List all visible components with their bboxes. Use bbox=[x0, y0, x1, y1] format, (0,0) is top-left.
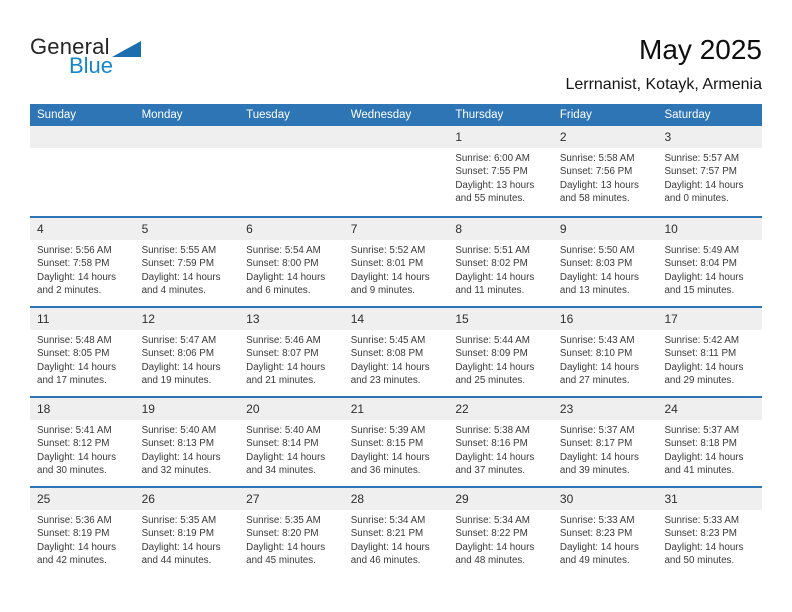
daylight-minutes-text: and 50 minutes. bbox=[664, 554, 735, 566]
daylight-hours-text: Daylight: 14 hours bbox=[141, 541, 221, 553]
sunrise-text: Sunrise: 5:34 AM bbox=[455, 515, 530, 526]
day-info bbox=[657, 510, 762, 567]
sunset-text: Sunset: 7:59 PM bbox=[141, 258, 215, 270]
weekday-header-thursday: Thursday bbox=[455, 109, 504, 121]
sunrise-text: Sunrise: 5:57 AM bbox=[664, 153, 740, 164]
day-info bbox=[30, 420, 135, 477]
day-number: 29 bbox=[448, 488, 553, 510]
day-number: 14 bbox=[344, 308, 449, 330]
page-title: May 2025 bbox=[639, 34, 762, 65]
sunrise-text: Sunrise: 5:43 AM bbox=[559, 335, 635, 346]
daylight-hours-text: Daylight: 14 hours bbox=[350, 451, 430, 463]
daylight-minutes-text: and 41 minutes. bbox=[664, 464, 735, 476]
day-cell-empty bbox=[344, 126, 449, 216]
day-number: 17 bbox=[657, 308, 762, 330]
daylight-minutes-text: and 4 minutes. bbox=[141, 284, 206, 296]
daylight-hours-text: Daylight: 14 hours bbox=[141, 271, 221, 283]
daylight-minutes-text: and 44 minutes. bbox=[141, 554, 212, 566]
day-cell-2 bbox=[553, 126, 658, 216]
sunset-text: Sunset: 8:17 PM bbox=[559, 438, 633, 450]
sunset-text: Sunset: 8:06 PM bbox=[141, 348, 215, 360]
day-info bbox=[553, 240, 658, 297]
sunset-text: Sunset: 8:05 PM bbox=[37, 348, 110, 360]
logo-triangle-icon bbox=[112, 41, 141, 57]
day-number: 28 bbox=[344, 488, 449, 510]
day-cell-6 bbox=[239, 218, 344, 306]
sunrise-text: Sunrise: 5:35 AM bbox=[246, 515, 321, 526]
day-number: 19 bbox=[135, 398, 240, 420]
day-info bbox=[30, 330, 135, 387]
day-cell-9 bbox=[553, 218, 658, 306]
day-number: 11 bbox=[30, 308, 135, 330]
daylight-hours-text: Daylight: 14 hours bbox=[559, 541, 639, 553]
daylight-hours-text: Daylight: 14 hours bbox=[664, 271, 744, 283]
daylight-hours-text: Daylight: 14 hours bbox=[350, 361, 430, 373]
sunset-text: Sunset: 8:07 PM bbox=[246, 348, 319, 360]
day-cell-26 bbox=[135, 488, 240, 576]
sunrise-text: Sunrise: 5:47 AM bbox=[141, 335, 217, 346]
day-info bbox=[239, 510, 344, 567]
sunset-text: Sunset: 7:55 PM bbox=[455, 166, 528, 178]
sunset-text: Sunset: 8:10 PM bbox=[559, 348, 633, 360]
daylight-hours-text: Daylight: 14 hours bbox=[246, 361, 326, 373]
sunrise-text: Sunrise: 5:37 AM bbox=[664, 425, 740, 436]
day-cell-14 bbox=[344, 308, 449, 396]
daylight-hours-text: Daylight: 14 hours bbox=[664, 541, 744, 553]
day-cell-21 bbox=[344, 398, 449, 486]
sunset-text: Sunset: 8:23 PM bbox=[664, 528, 737, 540]
day-info bbox=[657, 330, 762, 387]
day-cell-28 bbox=[344, 488, 449, 576]
daylight-minutes-text: and 48 minutes. bbox=[455, 554, 526, 566]
sunrise-text: Sunrise: 5:36 AM bbox=[37, 515, 112, 526]
daylight-hours-text: Daylight: 14 hours bbox=[559, 271, 639, 283]
daylight-minutes-text: and 6 minutes. bbox=[246, 284, 311, 296]
sunset-text: Sunset: 7:57 PM bbox=[664, 166, 737, 178]
daylight-hours-text: Daylight: 14 hours bbox=[455, 451, 535, 463]
sunrise-text: Sunrise: 5:49 AM bbox=[664, 245, 740, 256]
day-info bbox=[553, 420, 658, 477]
sunset-text: Sunset: 7:58 PM bbox=[37, 258, 110, 270]
sunset-text: Sunset: 8:02 PM bbox=[455, 258, 528, 270]
day-cell-10 bbox=[657, 218, 762, 306]
sunrise-text: Sunrise: 5:40 AM bbox=[246, 425, 321, 436]
daylight-hours-text: Daylight: 14 hours bbox=[141, 361, 221, 373]
daylight-minutes-text: and 29 minutes. bbox=[664, 374, 735, 386]
daylight-minutes-text: and 2 minutes. bbox=[37, 284, 102, 296]
day-cell-8 bbox=[448, 218, 553, 306]
day-number: 30 bbox=[553, 488, 658, 510]
weekday-header-saturday: Saturday bbox=[664, 109, 711, 121]
sunrise-text: Sunrise: 5:56 AM bbox=[37, 245, 112, 256]
week-row bbox=[30, 306, 762, 396]
sunset-text: Sunset: 8:19 PM bbox=[141, 528, 215, 540]
sunrise-text: Sunrise: 5:51 AM bbox=[455, 245, 530, 256]
day-number: 13 bbox=[239, 308, 344, 330]
sunset-text: Sunset: 8:18 PM bbox=[664, 438, 737, 450]
day-cell-empty bbox=[135, 126, 240, 216]
sunset-text: Sunset: 8:00 PM bbox=[246, 258, 319, 270]
week-row bbox=[30, 126, 762, 216]
sunrise-text: Sunrise: 5:50 AM bbox=[559, 245, 635, 256]
day-cell-empty bbox=[239, 126, 344, 216]
daylight-hours-text: Daylight: 14 hours bbox=[455, 361, 535, 373]
day-info bbox=[553, 510, 658, 567]
daylight-minutes-text: and 37 minutes. bbox=[455, 464, 526, 476]
daylight-minutes-text: and 36 minutes. bbox=[350, 464, 421, 476]
sunset-text: Sunset: 8:20 PM bbox=[246, 528, 319, 540]
sunset-text: Sunset: 8:01 PM bbox=[350, 258, 424, 270]
day-number: 15 bbox=[448, 308, 553, 330]
day-info bbox=[239, 330, 344, 387]
day-number: 16 bbox=[553, 308, 658, 330]
daylight-minutes-text: and 39 minutes. bbox=[559, 464, 630, 476]
weekday-header-tuesday: Tuesday bbox=[246, 109, 290, 121]
day-number bbox=[135, 126, 240, 148]
weekday-header-friday: Friday bbox=[559, 109, 592, 121]
daylight-minutes-text: and 23 minutes. bbox=[350, 374, 421, 386]
daylight-minutes-text: and 55 minutes. bbox=[455, 192, 526, 204]
weekday-header-sunday: Sunday bbox=[37, 109, 77, 121]
daylight-hours-text: Daylight: 14 hours bbox=[37, 271, 116, 283]
general-blue-logo bbox=[30, 36, 141, 77]
day-info bbox=[448, 240, 553, 297]
day-number: 22 bbox=[448, 398, 553, 420]
day-cell-18 bbox=[30, 398, 135, 486]
day-info bbox=[344, 510, 449, 567]
day-number: 12 bbox=[135, 308, 240, 330]
day-info bbox=[135, 420, 240, 477]
daylight-hours-text: Daylight: 13 hours bbox=[455, 179, 535, 191]
sunrise-text: Sunrise: 5:46 AM bbox=[246, 335, 321, 346]
day-number: 1 bbox=[448, 126, 553, 148]
day-info bbox=[657, 420, 762, 477]
sunrise-text: Sunrise: 5:39 AM bbox=[350, 425, 426, 436]
week-row bbox=[30, 216, 762, 306]
week-row bbox=[30, 486, 762, 576]
day-number bbox=[239, 126, 344, 148]
day-info bbox=[30, 240, 135, 297]
sunrise-text: Sunrise: 5:58 AM bbox=[559, 153, 635, 164]
day-number: 3 bbox=[657, 126, 762, 148]
sunrise-text: Sunrise: 5:38 AM bbox=[455, 425, 530, 436]
sunrise-text: Sunrise: 5:45 AM bbox=[350, 335, 426, 346]
day-info bbox=[344, 420, 449, 477]
sunset-text: Sunset: 7:56 PM bbox=[559, 166, 633, 178]
sunset-text: Sunset: 8:03 PM bbox=[559, 258, 633, 270]
daylight-hours-text: Daylight: 14 hours bbox=[350, 541, 430, 553]
day-cell-17 bbox=[657, 308, 762, 396]
daylight-minutes-text: and 42 minutes. bbox=[37, 554, 107, 566]
day-number: 27 bbox=[239, 488, 344, 510]
sunset-text: Sunset: 8:15 PM bbox=[350, 438, 424, 450]
sunset-text: Sunset: 8:16 PM bbox=[455, 438, 528, 450]
day-number: 26 bbox=[135, 488, 240, 510]
day-info bbox=[30, 510, 135, 567]
calendar-grid bbox=[30, 126, 762, 576]
day-cell-3 bbox=[657, 126, 762, 216]
day-number: 25 bbox=[30, 488, 135, 510]
sunset-text: Sunset: 8:19 PM bbox=[37, 528, 110, 540]
day-info bbox=[239, 420, 344, 477]
day-number: 4 bbox=[30, 218, 135, 240]
daylight-hours-text: Daylight: 14 hours bbox=[37, 361, 116, 373]
weekday-header-row bbox=[30, 104, 762, 126]
daylight-minutes-text: and 19 minutes. bbox=[141, 374, 212, 386]
day-number: 31 bbox=[657, 488, 762, 510]
day-number: 21 bbox=[344, 398, 449, 420]
sunset-text: Sunset: 8:11 PM bbox=[664, 348, 737, 360]
day-number: 20 bbox=[239, 398, 344, 420]
day-info bbox=[30, 148, 135, 152]
daylight-minutes-text: and 0 minutes. bbox=[664, 192, 729, 204]
day-number: 7 bbox=[344, 218, 449, 240]
day-number: 10 bbox=[657, 218, 762, 240]
day-number: 24 bbox=[657, 398, 762, 420]
day-cell-31 bbox=[657, 488, 762, 576]
day-info bbox=[135, 148, 240, 152]
day-cell-19 bbox=[135, 398, 240, 486]
weekday-header-monday: Monday bbox=[141, 109, 183, 121]
daylight-hours-text: Daylight: 14 hours bbox=[664, 451, 744, 463]
day-cell-20 bbox=[239, 398, 344, 486]
day-info bbox=[344, 240, 449, 297]
day-number: 6 bbox=[239, 218, 344, 240]
sunset-text: Sunset: 8:08 PM bbox=[350, 348, 424, 360]
daylight-hours-text: Daylight: 14 hours bbox=[455, 541, 535, 553]
sunrise-text: Sunrise: 5:54 AM bbox=[246, 245, 321, 256]
sunset-text: Sunset: 8:13 PM bbox=[141, 438, 215, 450]
day-cell-5 bbox=[135, 218, 240, 306]
calendar bbox=[30, 104, 762, 576]
day-number: 2 bbox=[553, 126, 658, 148]
daylight-hours-text: Daylight: 14 hours bbox=[350, 271, 430, 283]
daylight-minutes-text: and 46 minutes. bbox=[350, 554, 421, 566]
day-cell-15 bbox=[448, 308, 553, 396]
logo-text-general: General bbox=[30, 34, 110, 59]
day-cell-7 bbox=[344, 218, 449, 306]
daylight-minutes-text: and 58 minutes. bbox=[559, 192, 630, 204]
daylight-hours-text: Daylight: 14 hours bbox=[37, 541, 116, 553]
day-cell-29 bbox=[448, 488, 553, 576]
day-info bbox=[448, 510, 553, 567]
day-cell-13 bbox=[239, 308, 344, 396]
day-cell-4 bbox=[30, 218, 135, 306]
day-info bbox=[135, 510, 240, 567]
daylight-minutes-text: and 17 minutes. bbox=[37, 374, 107, 386]
sunset-text: Sunset: 8:04 PM bbox=[664, 258, 737, 270]
day-number: 18 bbox=[30, 398, 135, 420]
week-row bbox=[30, 396, 762, 486]
sunset-text: Sunset: 8:09 PM bbox=[455, 348, 528, 360]
day-number bbox=[344, 126, 449, 148]
daylight-minutes-text: and 32 minutes. bbox=[141, 464, 212, 476]
day-cell-23 bbox=[553, 398, 658, 486]
day-info bbox=[135, 240, 240, 297]
daylight-minutes-text: and 15 minutes. bbox=[664, 284, 735, 296]
day-cell-12 bbox=[135, 308, 240, 396]
day-cell-25 bbox=[30, 488, 135, 576]
day-info bbox=[344, 330, 449, 387]
day-cell-11 bbox=[30, 308, 135, 396]
sunrise-text: Sunrise: 5:44 AM bbox=[455, 335, 530, 346]
sunset-text: Sunset: 8:23 PM bbox=[559, 528, 633, 540]
sunset-text: Sunset: 8:12 PM bbox=[37, 438, 110, 450]
day-cell-22 bbox=[448, 398, 553, 486]
daylight-hours-text: Daylight: 14 hours bbox=[246, 541, 326, 553]
daylight-minutes-text: and 45 minutes. bbox=[246, 554, 316, 566]
logo-text-blue: Blue bbox=[69, 53, 114, 78]
daylight-hours-text: Daylight: 14 hours bbox=[664, 361, 744, 373]
day-number: 8 bbox=[448, 218, 553, 240]
day-info bbox=[448, 330, 553, 387]
daylight-minutes-text: and 9 minutes. bbox=[350, 284, 415, 296]
page-subtitle: Lerrnanist, Kotayk, Armenia bbox=[565, 76, 762, 94]
day-number: 9 bbox=[553, 218, 658, 240]
day-info bbox=[448, 148, 553, 205]
day-number bbox=[30, 126, 135, 148]
day-cell-1 bbox=[448, 126, 553, 216]
daylight-hours-text: Daylight: 14 hours bbox=[246, 271, 326, 283]
day-cell-30 bbox=[553, 488, 658, 576]
day-cell-27 bbox=[239, 488, 344, 576]
daylight-hours-text: Daylight: 14 hours bbox=[559, 451, 639, 463]
daylight-hours-text: Daylight: 14 hours bbox=[664, 179, 744, 191]
day-info bbox=[448, 420, 553, 477]
sunset-text: Sunset: 8:21 PM bbox=[350, 528, 424, 540]
title-block bbox=[565, 34, 762, 94]
day-number: 5 bbox=[135, 218, 240, 240]
daylight-minutes-text: and 34 minutes. bbox=[246, 464, 316, 476]
day-number: 23 bbox=[553, 398, 658, 420]
day-info bbox=[553, 148, 658, 205]
sunrise-text: Sunrise: 5:33 AM bbox=[664, 515, 740, 526]
sunrise-text: Sunrise: 5:37 AM bbox=[559, 425, 635, 436]
day-info bbox=[657, 240, 762, 297]
sunrise-text: Sunrise: 5:52 AM bbox=[350, 245, 426, 256]
sunrise-text: Sunrise: 5:42 AM bbox=[664, 335, 740, 346]
sunset-text: Sunset: 8:22 PM bbox=[455, 528, 528, 540]
daylight-minutes-text: and 21 minutes. bbox=[246, 374, 316, 386]
daylight-minutes-text: and 13 minutes. bbox=[559, 284, 630, 296]
daylight-minutes-text: and 25 minutes. bbox=[455, 374, 526, 386]
day-cell-empty bbox=[30, 126, 135, 216]
sunrise-text: Sunrise: 5:33 AM bbox=[559, 515, 635, 526]
daylight-hours-text: Daylight: 14 hours bbox=[141, 451, 221, 463]
daylight-minutes-text: and 27 minutes. bbox=[559, 374, 630, 386]
sunrise-text: Sunrise: 5:41 AM bbox=[37, 425, 112, 436]
daylight-minutes-text: and 11 minutes. bbox=[455, 284, 525, 296]
day-info bbox=[239, 240, 344, 297]
daylight-hours-text: Daylight: 14 hours bbox=[455, 271, 535, 283]
daylight-hours-text: Daylight: 13 hours bbox=[559, 179, 639, 191]
day-info bbox=[344, 148, 449, 152]
daylight-hours-text: Daylight: 14 hours bbox=[559, 361, 639, 373]
daylight-minutes-text: and 30 minutes. bbox=[37, 464, 107, 476]
sunrise-text: Sunrise: 6:00 AM bbox=[455, 153, 530, 164]
day-info bbox=[553, 330, 658, 387]
day-info bbox=[135, 330, 240, 387]
day-cell-24 bbox=[657, 398, 762, 486]
daylight-minutes-text: and 49 minutes. bbox=[559, 554, 630, 566]
weekday-header-wednesday: Wednesday bbox=[350, 109, 412, 121]
daylight-hours-text: Daylight: 14 hours bbox=[246, 451, 326, 463]
sunset-text: Sunset: 8:14 PM bbox=[246, 438, 319, 450]
sunrise-text: Sunrise: 5:34 AM bbox=[350, 515, 426, 526]
daylight-hours-text: Daylight: 14 hours bbox=[37, 451, 116, 463]
sunrise-text: Sunrise: 5:55 AM bbox=[141, 245, 217, 256]
day-info bbox=[657, 148, 762, 205]
sunrise-text: Sunrise: 5:48 AM bbox=[37, 335, 112, 346]
sunrise-text: Sunrise: 5:40 AM bbox=[141, 425, 217, 436]
sunrise-text: Sunrise: 5:35 AM bbox=[141, 515, 217, 526]
day-cell-16 bbox=[553, 308, 658, 396]
day-info bbox=[239, 148, 344, 152]
